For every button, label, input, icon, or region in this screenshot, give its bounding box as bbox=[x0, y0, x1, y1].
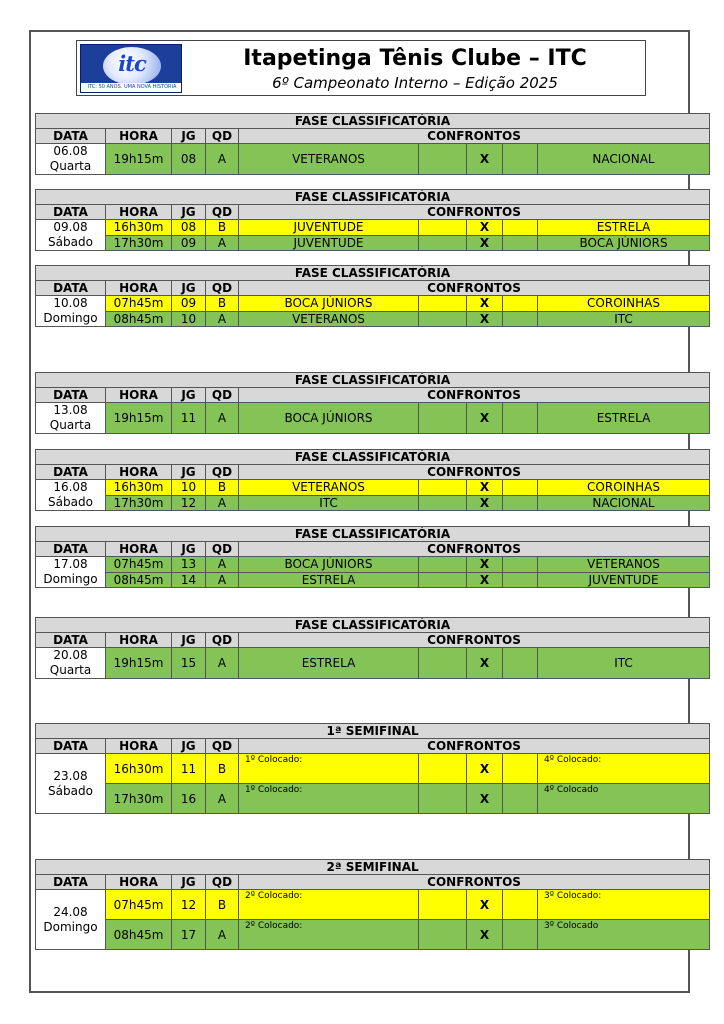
spacer bbox=[419, 784, 467, 814]
match-date bbox=[36, 754, 106, 814]
date-value: 06.08 bbox=[53, 144, 88, 158]
weekday: Sábado bbox=[48, 783, 93, 798]
page-subtitle: 6º Campeonato Interno – Edição 2025 bbox=[272, 74, 558, 92]
court: A bbox=[206, 144, 239, 175]
section-title: FASE CLASSIFICATÓRIA bbox=[36, 450, 710, 465]
home-team: JUVENTUDE bbox=[239, 220, 419, 236]
game-number: 08 bbox=[172, 220, 206, 236]
column-header-data: DATA bbox=[36, 542, 106, 557]
column-header-jg: JG bbox=[172, 739, 206, 754]
match-row bbox=[36, 784, 710, 814]
court: A bbox=[206, 784, 239, 814]
schedule-block bbox=[35, 723, 710, 814]
column-header-hora: HORA bbox=[106, 281, 172, 296]
column-header-data: DATA bbox=[36, 633, 106, 648]
match-row bbox=[36, 144, 710, 175]
column-header-confrontos: CONFRONTOS bbox=[239, 465, 710, 480]
home-team: 1º Colocado: bbox=[239, 784, 419, 814]
date-value: 20.08 bbox=[53, 648, 88, 662]
court: A bbox=[206, 920, 239, 950]
match-time: 07h45m bbox=[106, 557, 172, 573]
schedule-block bbox=[35, 113, 710, 175]
versus-mark: X bbox=[467, 572, 503, 588]
column-header-hora: HORA bbox=[106, 633, 172, 648]
match-row bbox=[36, 557, 710, 573]
spacer bbox=[503, 495, 538, 511]
match-row bbox=[36, 920, 710, 950]
weekday: Sábado bbox=[48, 495, 93, 509]
spacer bbox=[503, 920, 538, 950]
spacer bbox=[503, 144, 538, 175]
match-time: 19h15m bbox=[106, 648, 172, 679]
court: A bbox=[206, 572, 239, 588]
column-header-jg: JG bbox=[172, 129, 206, 144]
match-row bbox=[36, 296, 710, 312]
away-team: 4º Colocado: bbox=[538, 754, 710, 784]
versus-mark: X bbox=[467, 296, 503, 312]
home-team: BOCA JÚNIORS bbox=[239, 403, 419, 434]
header-box bbox=[76, 40, 646, 96]
column-header-hora: HORA bbox=[106, 739, 172, 754]
weekday: Quarta bbox=[49, 418, 92, 432]
schedule-block bbox=[35, 526, 710, 588]
spacer bbox=[503, 784, 538, 814]
spacer bbox=[419, 890, 467, 920]
game-number: 10 bbox=[172, 480, 206, 496]
section-title: FASE CLASSIFICATÓRIA bbox=[36, 527, 710, 542]
column-header-hora: HORA bbox=[106, 465, 172, 480]
match-row bbox=[36, 403, 710, 434]
page-title: Itapetinga Tênis Clube – ITC bbox=[243, 46, 587, 71]
home-team: VETERANOS bbox=[239, 480, 419, 496]
spacer bbox=[503, 754, 538, 784]
match-date bbox=[36, 648, 106, 679]
section-title: 2ª SEMIFINAL bbox=[36, 860, 710, 875]
court: B bbox=[206, 890, 239, 920]
spacer bbox=[503, 220, 538, 236]
column-header-jg: JG bbox=[172, 633, 206, 648]
court: A bbox=[206, 495, 239, 511]
spacer bbox=[419, 403, 467, 434]
column-header-confrontos: CONFRONTOS bbox=[239, 875, 710, 890]
spacer bbox=[503, 890, 538, 920]
game-number: 11 bbox=[172, 403, 206, 434]
section-title: FASE CLASSIFICATÓRIA bbox=[36, 190, 710, 205]
spacer bbox=[419, 296, 467, 312]
column-header-data: DATA bbox=[36, 875, 106, 890]
game-number: 16 bbox=[172, 784, 206, 814]
date-value: 23.08 bbox=[53, 768, 88, 783]
versus-mark: X bbox=[467, 480, 503, 496]
match-time: 19h15m bbox=[106, 403, 172, 434]
column-header-confrontos: CONFRONTOS bbox=[239, 388, 710, 403]
match-row bbox=[36, 890, 710, 920]
away-team: ESTRELA bbox=[538, 220, 710, 236]
match-time: 17h30m bbox=[106, 495, 172, 511]
versus-mark: X bbox=[467, 920, 503, 950]
column-header-qd: QD bbox=[206, 129, 239, 144]
court: A bbox=[206, 648, 239, 679]
column-header-hora: HORA bbox=[106, 388, 172, 403]
section-title: FASE CLASSIFICATÓRIA bbox=[36, 373, 710, 388]
column-header-confrontos: CONFRONTOS bbox=[239, 633, 710, 648]
match-time: 19h15m bbox=[106, 144, 172, 175]
game-number: 13 bbox=[172, 557, 206, 573]
spacer bbox=[503, 235, 538, 251]
column-header-jg: JG bbox=[172, 281, 206, 296]
game-number: 09 bbox=[172, 235, 206, 251]
column-header-qd: QD bbox=[206, 739, 239, 754]
home-team: JUVENTUDE bbox=[239, 235, 419, 251]
home-team: BOCA JÚNIORS bbox=[239, 296, 419, 312]
match-time: 16h30m bbox=[106, 480, 172, 496]
column-header-confrontos: CONFRONTOS bbox=[239, 542, 710, 557]
away-team: 3º Colocado bbox=[538, 920, 710, 950]
spacer bbox=[503, 480, 538, 496]
game-number: 15 bbox=[172, 648, 206, 679]
versus-mark: X bbox=[467, 648, 503, 679]
versus-mark: X bbox=[467, 220, 503, 236]
away-team: ESTRELA bbox=[538, 403, 710, 434]
versus-mark: X bbox=[467, 784, 503, 814]
match-date bbox=[36, 403, 106, 434]
weekday: Domingo bbox=[43, 572, 98, 586]
court: B bbox=[206, 220, 239, 236]
column-header-hora: HORA bbox=[106, 205, 172, 220]
match-time: 17h30m bbox=[106, 235, 172, 251]
away-team: COROINHAS bbox=[538, 296, 710, 312]
spacer bbox=[419, 480, 467, 496]
spacer bbox=[503, 572, 538, 588]
match-time: 08h45m bbox=[106, 311, 172, 327]
column-header-qd: QD bbox=[206, 388, 239, 403]
weekday: Quarta bbox=[49, 159, 92, 173]
home-team: ESTRELA bbox=[239, 648, 419, 679]
schedule-block bbox=[35, 859, 710, 950]
home-team: 1º Colocado: bbox=[239, 754, 419, 784]
court: B bbox=[206, 480, 239, 496]
versus-mark: X bbox=[467, 403, 503, 434]
match-time: 07h45m bbox=[106, 890, 172, 920]
spacer bbox=[503, 296, 538, 312]
versus-mark: X bbox=[467, 557, 503, 573]
match-row bbox=[36, 648, 710, 679]
game-number: 11 bbox=[172, 754, 206, 784]
weekday: Domingo bbox=[43, 919, 98, 934]
home-team: 2º Colocado: bbox=[239, 920, 419, 950]
home-team: ITC bbox=[239, 495, 419, 511]
spacer bbox=[503, 403, 538, 434]
date-value: 13.08 bbox=[53, 403, 88, 417]
schedule-block bbox=[35, 372, 710, 434]
match-date bbox=[36, 557, 106, 588]
column-header-qd: QD bbox=[206, 633, 239, 648]
match-time: 08h45m bbox=[106, 920, 172, 950]
game-number: 08 bbox=[172, 144, 206, 175]
spacer bbox=[419, 220, 467, 236]
game-number: 12 bbox=[172, 890, 206, 920]
match-row bbox=[36, 480, 710, 496]
spacer bbox=[419, 754, 467, 784]
column-header-confrontos: CONFRONTOS bbox=[239, 205, 710, 220]
match-row bbox=[36, 572, 710, 588]
match-time: 17h30m bbox=[106, 784, 172, 814]
court: A bbox=[206, 557, 239, 573]
column-header-qd: QD bbox=[206, 875, 239, 890]
away-team: 4º Colocado bbox=[538, 784, 710, 814]
versus-mark: X bbox=[467, 235, 503, 251]
weekday: Quarta bbox=[49, 663, 92, 677]
column-header-data: DATA bbox=[36, 129, 106, 144]
date-value: 16.08 bbox=[53, 480, 88, 494]
column-header-qd: QD bbox=[206, 542, 239, 557]
spacer bbox=[503, 311, 538, 327]
schedule-block bbox=[35, 265, 710, 327]
away-team: ITC bbox=[538, 648, 710, 679]
home-team: VETERANOS bbox=[239, 144, 419, 175]
match-time: 08h45m bbox=[106, 572, 172, 588]
spacer bbox=[419, 311, 467, 327]
court: B bbox=[206, 754, 239, 784]
column-header-jg: JG bbox=[172, 542, 206, 557]
column-header-data: DATA bbox=[36, 388, 106, 403]
column-header-data: DATA bbox=[36, 465, 106, 480]
spacer bbox=[419, 144, 467, 175]
date-value: 17.08 bbox=[53, 557, 88, 571]
game-number: 17 bbox=[172, 920, 206, 950]
match-row bbox=[36, 235, 710, 251]
away-team: BOCA JÚNIORS bbox=[538, 235, 710, 251]
spacer bbox=[419, 235, 467, 251]
spacer bbox=[419, 648, 467, 679]
away-team: NACIONAL bbox=[538, 144, 710, 175]
column-header-jg: JG bbox=[172, 205, 206, 220]
home-team: ESTRELA bbox=[239, 572, 419, 588]
match-time: 07h45m bbox=[106, 296, 172, 312]
date-value: 24.08 bbox=[53, 904, 88, 919]
away-team: ITC bbox=[538, 311, 710, 327]
section-title: FASE CLASSIFICATÓRIA bbox=[36, 618, 710, 633]
column-header-jg: JG bbox=[172, 388, 206, 403]
column-header-qd: QD bbox=[206, 281, 239, 296]
weekday: Sábado bbox=[48, 235, 93, 249]
match-date bbox=[36, 480, 106, 511]
column-header-qd: QD bbox=[206, 465, 239, 480]
column-header-confrontos: CONFRONTOS bbox=[239, 739, 710, 754]
column-header-confrontos: CONFRONTOS bbox=[239, 129, 710, 144]
weekday: Domingo bbox=[43, 311, 98, 325]
game-number: 09 bbox=[172, 296, 206, 312]
court: B bbox=[206, 296, 239, 312]
date-value: 09.08 bbox=[53, 220, 88, 234]
section-title: FASE CLASSIFICATÓRIA bbox=[36, 114, 710, 129]
column-header-jg: JG bbox=[172, 465, 206, 480]
match-date bbox=[36, 144, 106, 175]
column-header-jg: JG bbox=[172, 875, 206, 890]
spacer bbox=[419, 572, 467, 588]
home-team: 2º Colocado: bbox=[239, 890, 419, 920]
schedule-block bbox=[35, 449, 710, 511]
column-header-data: DATA bbox=[36, 205, 106, 220]
match-row bbox=[36, 495, 710, 511]
schedule-block bbox=[35, 189, 710, 251]
match-time: 16h30m bbox=[106, 220, 172, 236]
date-value: 10.08 bbox=[53, 296, 88, 310]
away-team: NACIONAL bbox=[538, 495, 710, 511]
column-header-data: DATA bbox=[36, 739, 106, 754]
versus-mark: X bbox=[467, 754, 503, 784]
versus-mark: X bbox=[467, 144, 503, 175]
home-team: VETERANOS bbox=[239, 311, 419, 327]
away-team: COROINHAS bbox=[538, 480, 710, 496]
spacer bbox=[503, 557, 538, 573]
spacer bbox=[419, 557, 467, 573]
match-row bbox=[36, 220, 710, 236]
column-header-hora: HORA bbox=[106, 875, 172, 890]
versus-mark: X bbox=[467, 311, 503, 327]
away-team: VETERANOS bbox=[538, 557, 710, 573]
versus-mark: X bbox=[467, 495, 503, 511]
court: A bbox=[206, 403, 239, 434]
column-header-confrontos: CONFRONTOS bbox=[239, 281, 710, 296]
column-header-qd: QD bbox=[206, 205, 239, 220]
spacer bbox=[419, 920, 467, 950]
away-team: JUVENTUDE bbox=[538, 572, 710, 588]
versus-mark: X bbox=[467, 890, 503, 920]
game-number: 14 bbox=[172, 572, 206, 588]
column-header-hora: HORA bbox=[106, 129, 172, 144]
match-date bbox=[36, 296, 106, 327]
section-title: 1ª SEMIFINAL bbox=[36, 724, 710, 739]
spacer bbox=[503, 648, 538, 679]
club-logo: itc ITC: 50 ANOS. UMA NOVA HISTÓRIA bbox=[80, 44, 182, 93]
home-team: BOCA JÚNIORS bbox=[239, 557, 419, 573]
match-row bbox=[36, 311, 710, 327]
match-date bbox=[36, 890, 106, 950]
section-title: FASE CLASSIFICATÓRIA bbox=[36, 266, 710, 281]
match-date bbox=[36, 220, 106, 251]
away-team: 3º Colocado: bbox=[538, 890, 710, 920]
match-time: 16h30m bbox=[106, 754, 172, 784]
match-row bbox=[36, 754, 710, 784]
game-number: 10 bbox=[172, 311, 206, 327]
court: A bbox=[206, 311, 239, 327]
column-header-hora: HORA bbox=[106, 542, 172, 557]
game-number: 12 bbox=[172, 495, 206, 511]
column-header-data: DATA bbox=[36, 281, 106, 296]
court: A bbox=[206, 235, 239, 251]
schedule-block bbox=[35, 617, 710, 679]
spacer bbox=[419, 495, 467, 511]
